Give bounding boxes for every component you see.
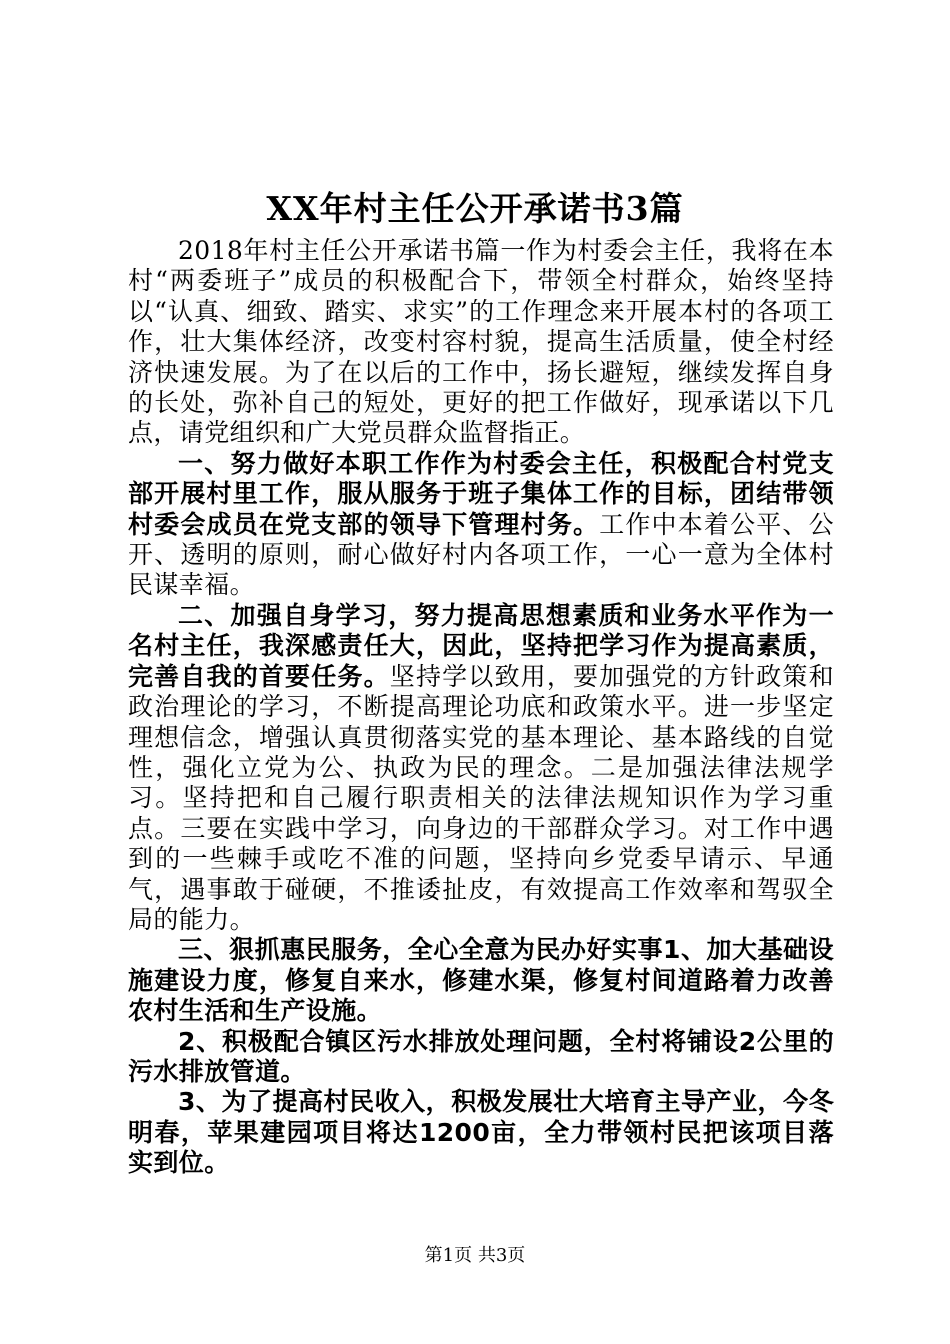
page-indicator: 第1页 共3页 [424, 1245, 526, 1266]
paragraph-text: 工作中本着公平、公开、透明的原则，耐心做好村内各项工作，一心一意为全体村民谋幸福。 [128, 509, 835, 600]
paragraph-item-three [128, 1087, 834, 1178]
paragraph-section-three [128, 935, 834, 1026]
paragraph-lead: 一、努力做好本职工作作为村委会主任，积极配合村党支部开展村里工作，服从服务于班子集体工作的目标，团结带领村委会成员在党支部的领导下管理村务。 [128, 448, 834, 539]
paragraph-text: 2018年村主任公开承诺书篇一作为村委会主任，我将在本村“两委班子”成员的积极配合下，带领全村群众，始终坚持以“认真、细致、踏实、求实”的工作理念来开展本村的各项工作，壮大集体经济，改变村容村貌，提高生活质量，使全村经济快速发展。为了在以后的工作中，扬长避短，继续发挥自身的长处，弥补自己的短处，更好的把工作做好，现承诺以下几点，请党组织和广大党员群众监督指正。 [128, 236, 834, 448]
document-title: XX年村主任公开承诺书3篇 [266, 189, 684, 228]
paragraph-lead: 3、为了提高村民收入，积极发展壮大培育主导产业，今冬明春，苹果建园项目将达1200亩，全力带领村民把该项目落实到位。 [128, 1087, 834, 1178]
paragraph-item-two [128, 1027, 834, 1088]
paragraph-section-one [128, 449, 834, 601]
paragraph-lead: 三、狠抓惠民服务，全心全意为民办好实事1、加大基础设施建设力度，修复自来水，修建水渠，修复村间道路着力改善农村生活和生产设施。 [128, 935, 834, 1026]
paragraph-intro [128, 236, 834, 449]
paragraph-section-two [128, 601, 834, 935]
paragraph-lead: 2、积极配合镇区污水排放处理问题，全村将铺设2公里的污水排放管道。 [128, 1026, 834, 1086]
document-body [128, 236, 834, 1179]
paragraph-lead: 二、加强自身学习，努力提高思想素质和业务水平作为一名村主任，我深感责任大，因此，坚持把学习作为提高素质，完善自我的首要任务。 [128, 600, 834, 691]
paragraph-text: 坚持学以致用，要加强党的方针政策和政治理论的学习，不断提高理论功底和政策水平。进一步坚定理想信念，增强认真贯彻落实党的基本理论、基本路线的自觉性，强化立党为公、执政为民的理念。二是加强法律法规学习。坚持把和自己履行职责相关的法律法规知识作为学习重点。三要在实践中学习，向身边的干部群众学习。对工作中遇到的一些棘手或吃不准的问题，坚持向乡党委早请示、早通气，遇事敢于碰硬，不推诿扯皮，有效提高工作效率和驾驭全局的能力。 [128, 661, 834, 934]
